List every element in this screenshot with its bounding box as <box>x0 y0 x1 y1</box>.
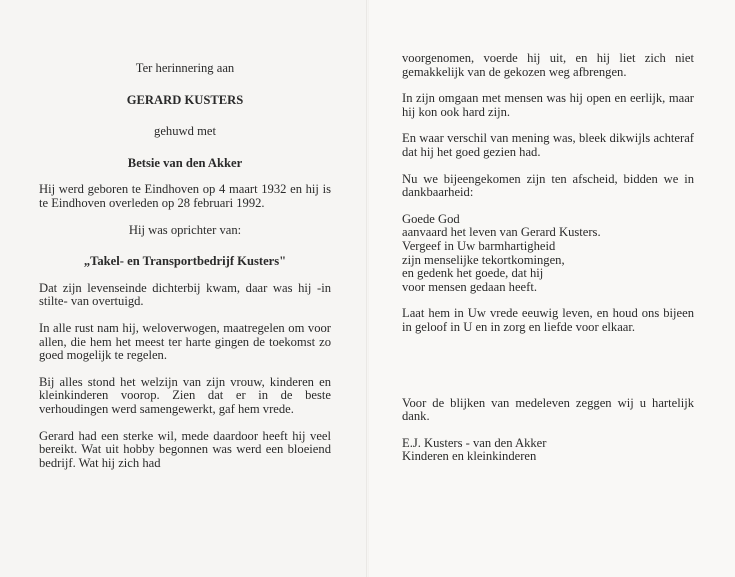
paragraph-4: Gerard had een sterke wil, mede daardoor heeft hij veel bereikt. Wat uit hobby begonnen was werd een bloeiend bedrijf. Wat hij zich had <box>39 428 331 470</box>
intro-text: Ter herinnering aan <box>135 61 235 75</box>
left-column <box>39 62 331 470</box>
company-name: „Takel- en Transportbedrijf Kusters" <box>83 254 287 269</box>
prayer-line: zijn menselijke tekortkomingen, <box>402 252 565 267</box>
prayer-line: voor mensen gedaan heeft. <box>402 279 537 294</box>
paragraph-7: En waar verschil van mening was, bleek dikwijls achteraf dat hij het goed gezien had. <box>402 131 694 159</box>
paragraph-6: In zijn omgaan met mensen was hij open en eerlijk, maar hij kon ook hard zijn. <box>402 91 694 119</box>
paragraph-8: Nu we bijeengekomen zijn ten afscheid, bidden we in dankbaarheid: <box>402 171 694 200</box>
prayer-line: en gedenk het goede, dat hij <box>402 266 544 281</box>
signature-line: Kinderen en kleinkinderen <box>402 449 537 464</box>
signature-line: E.J. Kusters - van den Akker <box>402 435 547 450</box>
prayer-line: Goede God <box>402 211 460 226</box>
paragraph-1: Dat zijn levenseinde dichterbij kwam, daar was hij -in stilte- van overtuigd. <box>39 280 331 309</box>
prayer-block <box>402 213 694 295</box>
paragraph-5: voorgenomen, voerde hij uit, en hij liet zich niet gemakkelijk van de gekozen weg afbrengen. <box>402 51 694 79</box>
prayer-line: Vergeef in Uw barmhartigheid <box>402 238 556 253</box>
deceased-name: GERARD KUSTERS <box>126 92 244 107</box>
founder-label: Hij was oprichter van: <box>128 222 242 237</box>
paragraph-9: Laat hem in Uw vrede eeuwig leven, en houd ons bijeen in geloof in U en in zorg en liefde voor elkaar. <box>402 306 694 334</box>
birth-death-text: Hij werd geboren te Eindhoven op 4 maart 1932 en hij is te Eindhoven overleden op 28 februari 1992. <box>39 182 331 210</box>
prayer-line: aanvaard het leven van Gerard Kusters. <box>402 225 601 240</box>
paragraph-2: In alle rust nam hij, weloverwogen, maatregelen om voor allen, die hem het meest ter harte gingen de toekomst zo goed mogelijk te regelen. <box>39 320 331 363</box>
right-column <box>402 52 694 464</box>
married-label: gehuwd met <box>154 124 216 139</box>
signature-block <box>402 437 694 464</box>
spouse-name: Betsie van den Akker <box>127 155 243 170</box>
paragraph-3: Bij alles stond het welzijn van zijn vrouw, kinderen en kleinkinderen voorop. Zien dat er in de beste verhoudingen werd samengewerkt, gaf hem vrede. <box>39 374 331 416</box>
thanks-text: Voor de blijken van medeleven zeggen wij u hartelijk dank. <box>402 395 694 424</box>
